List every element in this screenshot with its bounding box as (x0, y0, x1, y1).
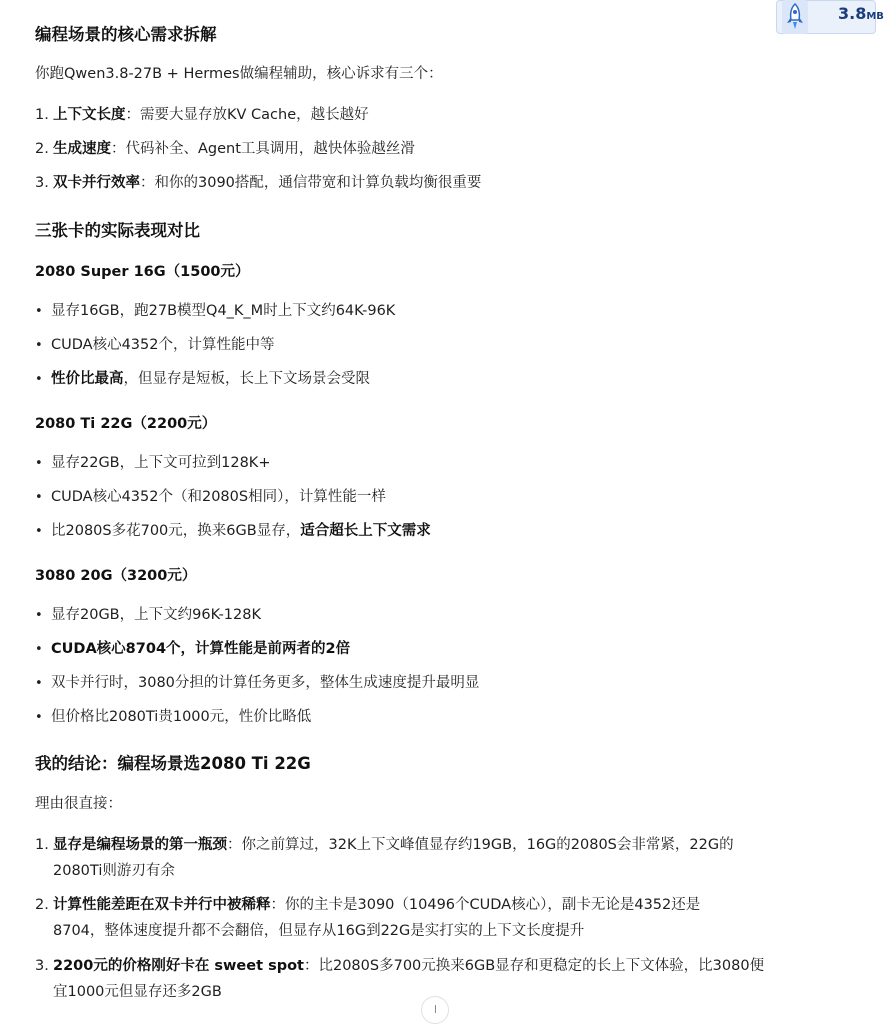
section-heading-conclusion: 我的结论：编程场景选2080 Ti 22G (35, 754, 311, 773)
bullet-item: • 显存16GB，跑27B模型Q4_K_M时上下文约64K-96K (35, 303, 396, 319)
bullet-item: • 性价比最高，但显存是短板，长上下文场景会受限 (35, 371, 370, 387)
conclusion-intro: 理由很直接： (35, 796, 122, 812)
section-heading-comparison: 三张卡的实际表现对比 (35, 221, 200, 240)
bullet-item: • CUDA核心4352个，计算性能中等 (35, 337, 275, 353)
list-item: 3. 双卡并行效率：和你的3090搭配，通信带宽和计算负载均衡很重要 (35, 175, 482, 191)
file-size-badge[interactable] (776, 0, 884, 36)
card-title-2080-ti: 2080 Ti 22G（2200元） (35, 416, 217, 432)
list-item: 3. 2200元的价格刚好卡在 sweet spot：比2080S多700元换来6GB显存和更稳定的长上下文体验，比3080便 宜1000元但显存还多2GB (35, 958, 765, 1000)
intro-paragraph: 你跑Qwen3.8-27B + Hermes做编程辅助，核心诉求有三个： (35, 66, 443, 82)
rocket-icon (780, 0, 810, 34)
bullet-item: • 显存22GB，上下文可拉到128K+ (35, 455, 271, 471)
bullet-item: • CUDA核心4352个（和2080S相同），计算性能一样 (35, 489, 386, 505)
bullet-item: • 但价格比2080Ti贵1000元，性价比略低 (35, 709, 312, 725)
scroll-down-button[interactable] (421, 996, 449, 1024)
list-item: 2. 生成速度：代码补全、Agent工具调用，越快体验越丝滑 (35, 141, 415, 157)
card-title-3080: 3080 20G（3200元） (35, 568, 197, 584)
bullet-item: • CUDA核心8704个，计算性能是前两者的2倍 (35, 641, 351, 657)
bullet-item: • 比2080S多花700元，换来6GB显存，适合超长上下文需求 (35, 523, 431, 539)
section-heading-requirements: 编程场景的核心需求拆解 (35, 25, 217, 44)
bullet-item: • 显存20GB，上下文约96K-128K (35, 607, 261, 623)
list-item: 1. 显存是编程场景的第一瓶颈：你之前算过，32K上下文峰值显存约19GB，16G的2080S会非常紧，22G的 2080Ti则游刃有余 (35, 837, 734, 879)
list-item: 1. 上下文长度：需要大显存放KV Cache，越长越好 (35, 107, 369, 123)
bullet-item: • 双卡并行时，3080分担的计算任务更多，整体生成速度提升最明显 (35, 675, 480, 691)
card-title-2080-super: 2080 Super 16G（1500元） (35, 264, 250, 280)
file-size-value: 3.8MB (838, 4, 884, 23)
list-item: 2. 计算性能差距在双卡并行中被稀释：你的主卡是3090（10496个CUDA核心），副卡无论是4352还是 8704，整体速度提升都不会翻倍，但显存从16G到22G是实打实的上下文长度提升 (35, 897, 701, 939)
